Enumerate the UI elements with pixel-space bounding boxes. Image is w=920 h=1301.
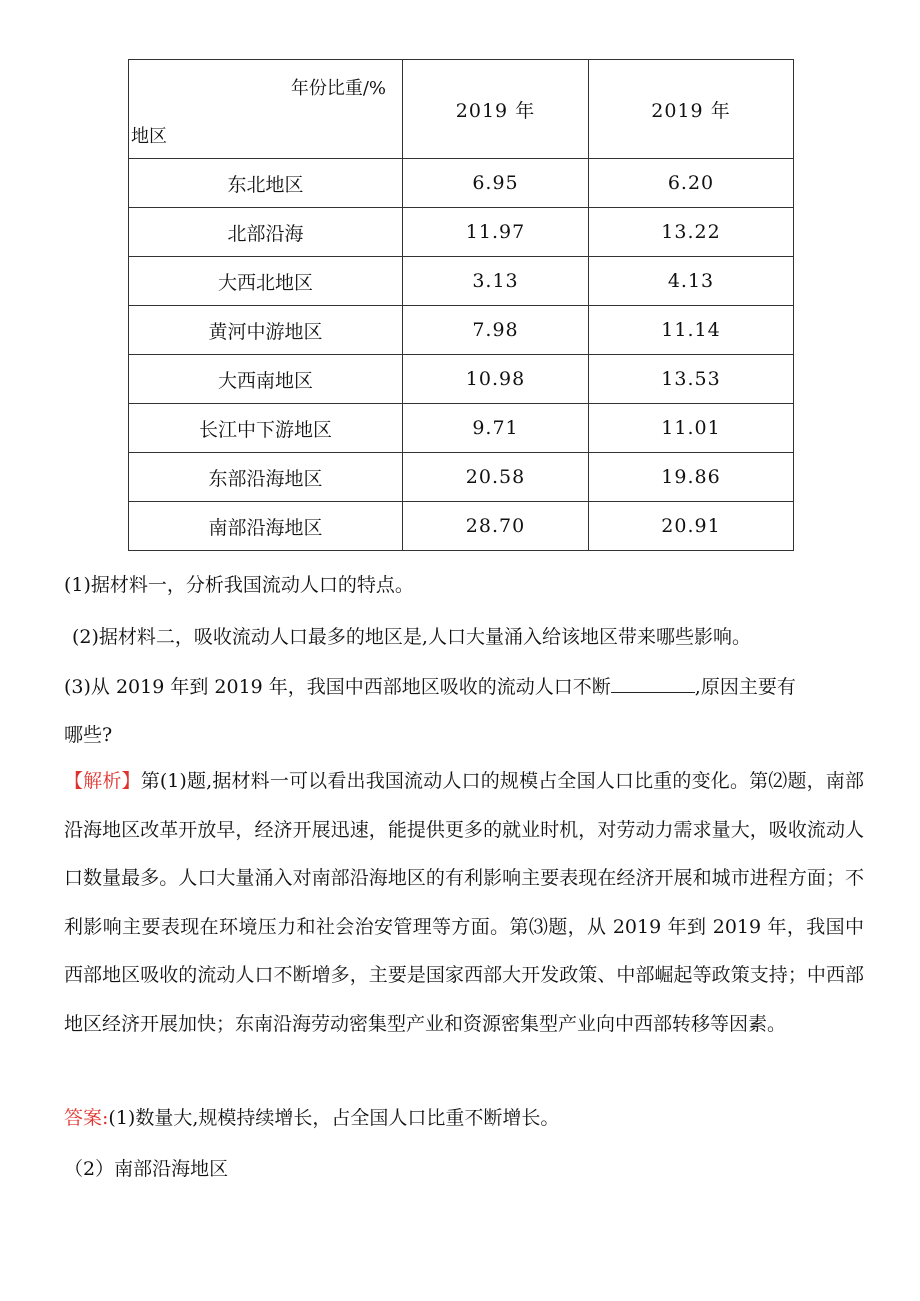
answer-tag: 答案:	[64, 1107, 109, 1129]
value-cell: 4.13	[589, 257, 794, 306]
population-share-table	[128, 59, 794, 551]
value-cell: 11.01	[589, 404, 794, 453]
value-cell: 6.20	[589, 159, 794, 208]
region-cell: 大西南地区	[129, 355, 403, 404]
value-cell: 9.71	[403, 404, 589, 453]
corner-year-label: 年份比重/%	[290, 78, 386, 99]
table-row	[129, 355, 794, 404]
question-3	[64, 672, 796, 699]
region-cell: 长江中下游地区	[129, 404, 403, 453]
table-row	[129, 159, 794, 208]
answer-1-text: (1)数量大,规模持续增长，占全国人口比重不断增长。	[108, 1107, 560, 1129]
region-cell: 东部沿海地区	[129, 453, 403, 502]
header-year-1: 2019 年	[403, 60, 589, 159]
answer-line-1	[64, 1103, 559, 1130]
analysis-text: 第(1)题,据材料一可以看出我国流动人口的规模占全国人口比重的变化。第⑵题，南部沿海地区改革开放早，经济开展迅速，能提供更多的就业时机，对劳动力需求量大，吸收流动人口数量最多。人口大量涌入对南部沿海地区的有利影响主要表现在经济开展和城市进程方面；不利影响主要表现在环境压力和社会治安管理等方面。第⑶题，从 2019 年到 2019 年，我国中西部地区吸收的流动人口不断增多，主要是国家西部大开发政策、中部崛起等政策支持；中西部地区经济开展加快；东南沿海劳动密集型产业和资源密集型产业向中西部转移等因素。	[64, 770, 864, 1035]
question-3-tail: ,原因主要有	[694, 676, 796, 698]
region-cell: 东北地区	[129, 159, 403, 208]
table-row	[129, 257, 794, 306]
corner-region-label: 地区	[131, 126, 167, 147]
question-1: (1)据材料一，分析我国流动人口的特点。	[64, 574, 414, 596]
table-row	[129, 502, 794, 551]
header-year-2: 2019 年	[589, 60, 794, 159]
value-cell: 13.22	[589, 208, 794, 257]
value-cell: 28.70	[403, 502, 589, 551]
table-row	[129, 453, 794, 502]
answer-blank	[611, 674, 695, 693]
analysis-paragraph	[64, 757, 864, 1048]
value-cell: 11.97	[403, 208, 589, 257]
region-cell: 南部沿海地区	[129, 502, 403, 551]
value-cell: 7.98	[403, 306, 589, 355]
answer-line-2: （2）南部沿海地区	[64, 1158, 229, 1180]
question-3-continued: 哪些?	[64, 724, 113, 746]
table-header-row	[129, 60, 794, 159]
value-cell: 20.58	[403, 453, 589, 502]
region-cell: 大西北地区	[129, 257, 403, 306]
question-2: (2)据材料二，吸收流动人口最多的地区是,人口大量涌入给该地区带来哪些影响。	[72, 626, 751, 648]
value-cell: 6.95	[403, 159, 589, 208]
question-3-text: (3)从 2019 年到 2019 年，我国中西部地区吸收的流动人口不断	[64, 676, 611, 698]
region-cell: 黄河中游地区	[129, 306, 403, 355]
table-corner-cell	[129, 60, 403, 159]
value-cell: 3.13	[403, 257, 589, 306]
table-row	[129, 208, 794, 257]
table-row	[129, 404, 794, 453]
region-cell: 北部沿海	[129, 208, 403, 257]
value-cell: 11.14	[589, 306, 794, 355]
value-cell: 13.53	[589, 355, 794, 404]
value-cell: 20.91	[589, 502, 794, 551]
analysis-tag: 【解析】	[64, 770, 141, 792]
table-row	[129, 306, 794, 355]
value-cell: 10.98	[403, 355, 589, 404]
value-cell: 19.86	[589, 453, 794, 502]
